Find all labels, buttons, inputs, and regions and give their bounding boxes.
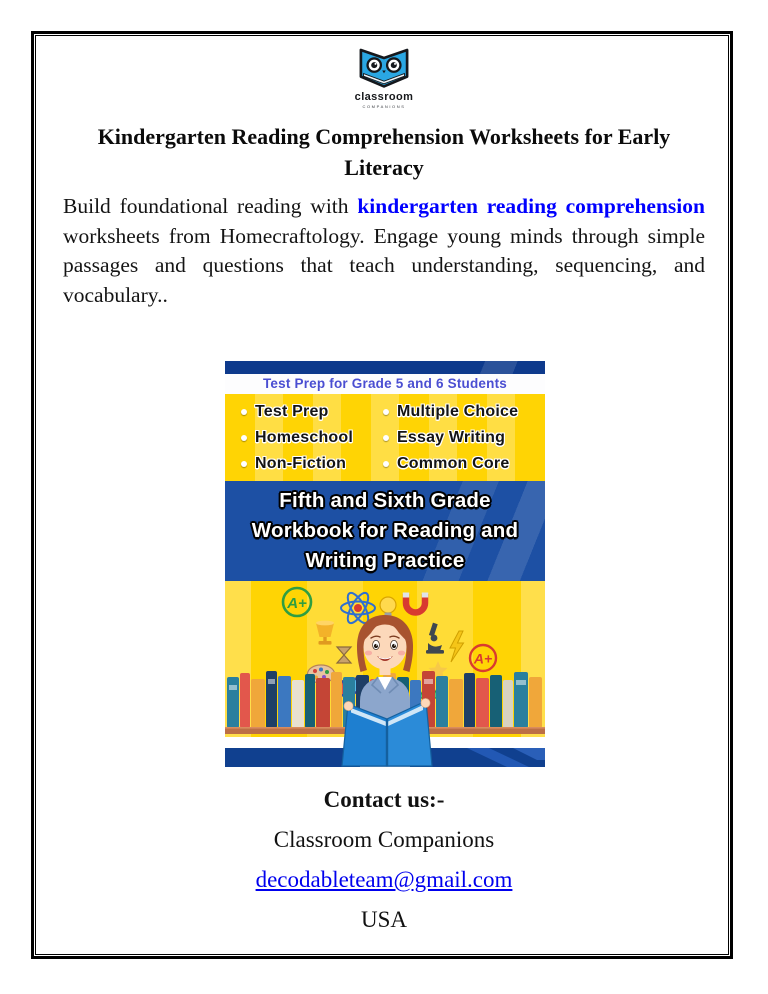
feature-label: Test Prep bbox=[255, 403, 329, 420]
list-item bbox=[241, 425, 383, 451]
bullet-dot-icon bbox=[241, 409, 247, 415]
bullet-dot-icon bbox=[241, 435, 247, 441]
cover-title-line: Fifth and Sixth Grade bbox=[279, 489, 491, 512]
logo-sub-text: COMPANIONS bbox=[362, 104, 406, 109]
logo-brand-text: classroom bbox=[354, 91, 414, 103]
page-title: Kindergarten Reading Comprehension Worksheets for Early Literacy bbox=[97, 124, 671, 180]
feature-label: Homeschool bbox=[255, 429, 354, 446]
contact-heading: Contact us:- bbox=[323, 787, 445, 812]
keyword-highlight: kindergarten reading comprehension bbox=[357, 194, 705, 218]
intro-paragraph bbox=[63, 192, 705, 310]
contact-section bbox=[0, 786, 768, 933]
cover-feature-list bbox=[225, 394, 545, 481]
cover-tagline: Test Prep for Grade 5 and 6 Students bbox=[225, 374, 545, 394]
owl-book-logo-icon bbox=[355, 42, 413, 90]
country-label: USA bbox=[360, 907, 407, 932]
svg-text:A+: A+ bbox=[473, 650, 493, 667]
cover-illustration bbox=[225, 581, 545, 767]
paragraph-text-before: Build foundational reading with bbox=[63, 194, 358, 218]
brand-logo bbox=[0, 42, 768, 109]
feature-label: Essay Writing bbox=[397, 429, 506, 446]
feature-label: Common Core bbox=[397, 455, 510, 472]
list-item bbox=[241, 399, 383, 425]
cover-title-banner bbox=[225, 481, 545, 581]
bullet-dot-icon bbox=[383, 409, 389, 415]
feature-label: Multiple Choice bbox=[397, 403, 519, 420]
feature-label: Non-Fiction bbox=[255, 455, 347, 472]
bullet-dot-icon bbox=[383, 435, 389, 441]
cover-title-line: Writing Practice bbox=[305, 549, 465, 572]
workbook-cover-image bbox=[225, 361, 545, 767]
cover-top-bar bbox=[225, 361, 545, 374]
email-link[interactable]: decodableteam@gmail.com bbox=[255, 867, 513, 892]
bullet-dot-icon bbox=[383, 461, 389, 467]
svg-text:A+: A+ bbox=[287, 595, 307, 612]
company-name: Classroom Companions bbox=[273, 827, 495, 852]
list-item bbox=[241, 451, 383, 477]
list-item bbox=[383, 425, 518, 451]
bullet-dot-icon bbox=[241, 461, 247, 467]
cover-title-line: Workbook for Reading and bbox=[251, 519, 519, 542]
list-item bbox=[383, 399, 518, 425]
list-item bbox=[383, 451, 518, 477]
paragraph-text-after: worksheets from Homecraftology. Engage young minds through simple passages and questions that teach understanding, sequencing, and vocabulary.. bbox=[63, 223, 705, 307]
